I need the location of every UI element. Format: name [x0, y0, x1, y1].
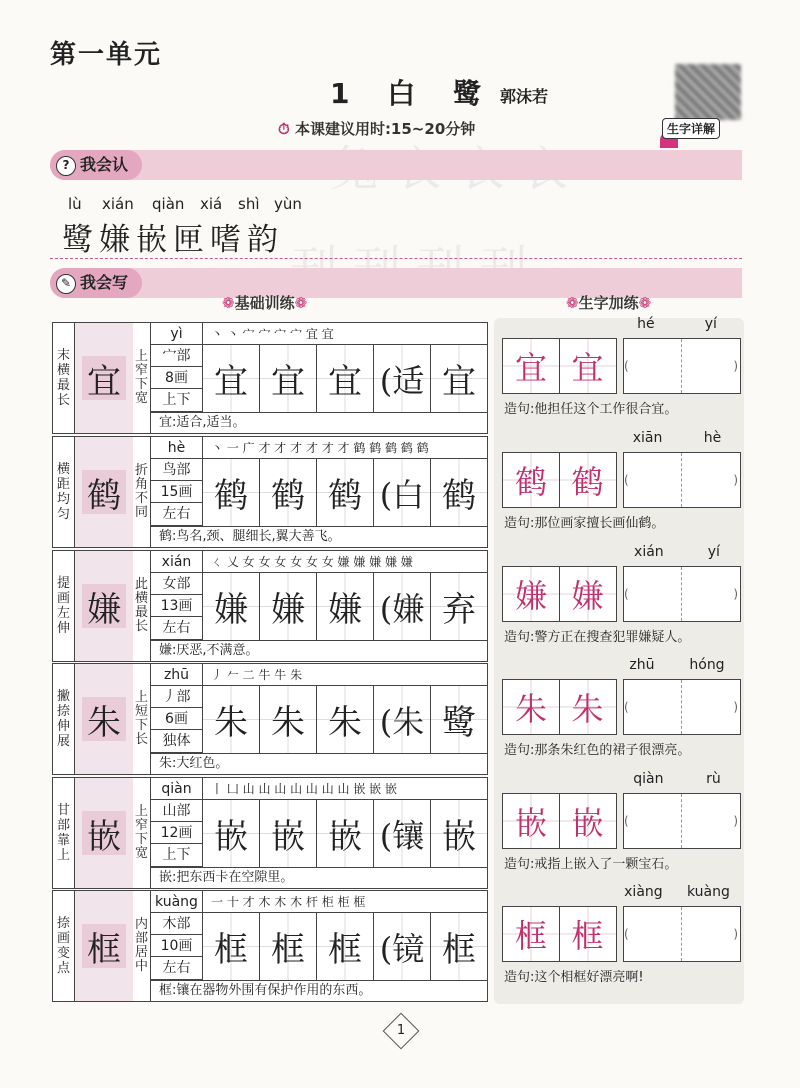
divider [50, 258, 742, 259]
character-info [151, 323, 203, 412]
answer-cell[interactable]: ( [624, 567, 682, 621]
pinyin: xiān [632, 430, 663, 446]
practice-cell[interactable]: 嫌 [559, 566, 617, 622]
pencil-icon: ✎ [56, 274, 76, 294]
answer-cell[interactable]: ( [624, 680, 682, 734]
copy-cell[interactable]: 嫌 [260, 573, 317, 640]
pinyin: yí [704, 316, 717, 332]
practice-cell[interactable]: 宜 [559, 338, 617, 394]
practice-cell[interactable]: 框 [502, 906, 560, 962]
author: 郭沫若 [500, 87, 549, 106]
word-cell[interactable]: (白 [374, 459, 431, 526]
time-label: 本课建议用时:15~20分钟 [294, 120, 476, 138]
model-character-glyph: 嫌 [82, 584, 126, 628]
heading-label: 基础训练 [234, 294, 295, 312]
pinyin: rù [706, 771, 721, 787]
pinyin: hé [637, 316, 655, 332]
character-layout: 上下 [151, 389, 202, 412]
copy-grid [203, 459, 487, 526]
pinyin: hóng [689, 657, 725, 673]
practice-pinyin [612, 884, 742, 900]
answer-cells[interactable] [623, 338, 741, 394]
answer-cell[interactable]: ) [733, 814, 738, 828]
practice-pinyin [612, 430, 742, 446]
copy-cell[interactable]: 鹤 [317, 459, 374, 526]
character-meaning: 宜:适合,适当。 [151, 412, 487, 433]
character-meaning: 鹤:鸟名,颈、腿细长,翼大善飞。 [151, 526, 487, 547]
page-number [383, 1013, 420, 1050]
character-layout: 左右 [151, 617, 202, 640]
section-recognize [50, 150, 142, 180]
practice-cell[interactable]: 朱 [502, 679, 560, 735]
copy-cell[interactable]: 鹤 [260, 459, 317, 526]
character-pinyin: yì [151, 323, 202, 345]
character-radical: 宀部 [151, 345, 202, 367]
practice-cells [502, 906, 741, 962]
practice-block [502, 884, 742, 996]
structure-tip: 内部居中 [133, 891, 151, 1001]
word-cell[interactable]: 宜 [431, 345, 487, 412]
copy-cell[interactable]: 嵌 [260, 800, 317, 867]
section-write [50, 268, 142, 298]
character-pinyin: qiàn [151, 778, 202, 800]
character-pinyin: xián [151, 551, 202, 573]
model-character-glyph: 嵌 [82, 811, 126, 855]
character-layout: 独体 [151, 730, 202, 753]
answer-cell[interactable]: ( [624, 453, 682, 507]
model-character-glyph: 朱 [82, 697, 126, 741]
character-entry [52, 890, 488, 1002]
copy-grid [203, 800, 487, 867]
practice-block [502, 316, 742, 428]
word-cell[interactable]: 嵌 [431, 800, 487, 867]
answer-cell[interactable]: ) [733, 927, 738, 941]
character-entry [52, 663, 488, 775]
character-info [151, 664, 203, 753]
model-character-glyph: 框 [82, 924, 126, 968]
pinyin: lù [68, 195, 82, 213]
section-bar [50, 150, 742, 180]
character-pinyin: hè [151, 437, 202, 459]
word-cell[interactable]: (朱 [374, 686, 431, 753]
answer-cell[interactable]: ) [733, 473, 738, 487]
character-entry [52, 777, 488, 889]
practice-cell[interactable]: 鹤 [559, 452, 617, 508]
copy-grid [203, 345, 487, 412]
example-sentence: 造句:那位画家擅长画仙鹤。 [504, 516, 665, 531]
practice-cell[interactable]: 嵌 [559, 793, 617, 849]
example-sentence: 造句:戒指上嵌入了一颗宝石。 [504, 857, 678, 872]
structure-tip: 上窄下宽 [133, 778, 151, 888]
practice-pinyin [612, 316, 742, 332]
example-sentence: 造句:警方正在搜查犯罪嫌疑人。 [504, 630, 691, 645]
clock-icon: ⏱ [278, 120, 290, 138]
character-entry [52, 550, 488, 662]
character-layout: 左右 [151, 503, 202, 526]
writing-tip: 横距均匀 [53, 437, 75, 547]
practice-cell[interactable]: 框 [559, 906, 617, 962]
word-cell[interactable]: 弃 [431, 573, 487, 640]
pinyin: zhū [629, 657, 655, 673]
recognize-characters: 鹭嫌嵌匣嗜韵 [62, 222, 284, 258]
copy-grid [203, 913, 487, 980]
time-suggestion [278, 118, 475, 139]
practice-pinyin [612, 771, 742, 787]
qr-code[interactable] [675, 64, 741, 120]
copy-cell[interactable]: 框 [203, 913, 260, 980]
copy-cell[interactable]: 朱 [203, 686, 260, 753]
stroke-count: 10画 [151, 935, 202, 957]
answer-cell[interactable]: ) [733, 359, 738, 373]
writing-tip: 甘部靠上 [53, 778, 75, 888]
character-meaning: 嫌:厌恶,不满意。 [151, 640, 487, 661]
pinyin: yí [707, 544, 720, 560]
character-entry [52, 322, 488, 434]
stroke-order: 丨 凵 山 山 山 山 山 山 山 嵌 嵌 嵌 [203, 778, 487, 800]
stroke-count: 13画 [151, 595, 202, 617]
stroke-order: 一 十 才 木 木 木 杆 柜 柜 框 [203, 891, 487, 913]
practice-block [502, 544, 742, 656]
character-radical: 木部 [151, 913, 202, 935]
stroke-count: 8画 [151, 367, 202, 389]
practice-heading: ❁生字加练❁ [566, 294, 652, 312]
character-info [151, 551, 203, 640]
character-info [151, 891, 203, 980]
pinyin: qiàn [152, 195, 185, 213]
page-number-label: 1 [396, 1023, 406, 1038]
answer-cells[interactable] [623, 793, 741, 849]
pinyin: hè [703, 430, 722, 446]
model-character-glyph: 鹤 [82, 470, 126, 514]
writing-tip: 捺画变点 [53, 891, 75, 1001]
unit-title: 第一单元 [50, 40, 163, 70]
pinyin: shì [238, 195, 260, 213]
copy-cell[interactable]: 鹤 [203, 459, 260, 526]
character-entry [52, 436, 488, 548]
stroke-order: ㄑ 乂 女 女 女 女 女 女 嫌 嫌 嫌 嫌 嫌 [203, 551, 487, 573]
stroke-order: 丶 丶 宀 宀 宀 宀 宜 宜 [203, 323, 487, 345]
stroke-order: 丿 𠂉 二 牛 牛 朱 [203, 664, 487, 686]
practice-block [502, 430, 742, 542]
word-cell[interactable]: (嫌 [374, 573, 431, 640]
character-meaning: 嵌:把东西卡在空隙里。 [151, 867, 487, 888]
magnifier-icon: ? [56, 156, 76, 176]
structure-tip: 折角不同 [133, 437, 151, 547]
structure-tip: 上窄下宽 [133, 323, 151, 433]
character-radical: 丿部 [151, 686, 202, 708]
lesson-title: 1 白 鹭 [330, 77, 495, 110]
detail-button[interactable]: 生字详解 [662, 118, 720, 139]
pinyin: xiá [200, 195, 223, 213]
answer-cells[interactable] [623, 906, 741, 962]
model-character [75, 551, 133, 661]
copy-cell[interactable]: 宜 [317, 345, 374, 412]
practice-cells [502, 679, 741, 735]
stroke-order: 丶 一 广 才 才 才 才 才 才 鹤 鹤 鹤 鹤 鹤 [203, 437, 487, 459]
copy-cell[interactable]: 宜 [203, 345, 260, 412]
model-character [75, 437, 133, 547]
answer-cells[interactable] [623, 566, 741, 622]
practice-cell[interactable]: 嫌 [502, 566, 560, 622]
word-cell[interactable]: (镶 [374, 800, 431, 867]
answer-cell[interactable]: ) [733, 700, 738, 714]
word-cell[interactable]: 鹭 [431, 686, 487, 753]
model-character [75, 323, 133, 433]
example-sentence: 造句:那条朱红色的裙子很漂亮。 [504, 743, 691, 758]
structure-tip: 此横最长 [133, 551, 151, 661]
practice-pinyin [612, 544, 742, 560]
word-cell[interactable]: (适 [374, 345, 431, 412]
structure-tip: 上短下长 [133, 664, 151, 774]
word-cell[interactable]: (镜 [374, 913, 431, 980]
copy-cell[interactable]: 宜 [260, 345, 317, 412]
copy-grid [203, 686, 487, 753]
copy-cell[interactable]: 嫌 [317, 573, 374, 640]
copy-cell[interactable]: 朱 [260, 686, 317, 753]
character-layout: 左右 [151, 957, 202, 980]
model-character [75, 664, 133, 774]
practice-cells [502, 566, 741, 622]
stroke-count: 15画 [151, 481, 202, 503]
character-layout: 上下 [151, 844, 202, 867]
character-info [151, 778, 203, 867]
character-info [151, 437, 203, 526]
pinyin: yùn [274, 195, 302, 213]
writing-tip: 撇捺伸展 [53, 664, 75, 774]
copy-cell[interactable]: 框 [260, 913, 317, 980]
copy-cell[interactable]: 嫌 [203, 573, 260, 640]
word-cell[interactable]: 框 [431, 913, 487, 980]
answer-cell[interactable]: ( [624, 907, 682, 961]
character-radical: 女部 [151, 573, 202, 595]
pinyin: xián [102, 195, 134, 213]
writing-tip: 提画左伸 [53, 551, 75, 661]
practice-cell[interactable]: 嵌 [502, 793, 560, 849]
practice-cell[interactable]: 鹤 [502, 452, 560, 508]
section-label: 我会认 [80, 155, 129, 174]
practice-cells [502, 793, 741, 849]
model-character [75, 891, 133, 1001]
practice-cells [502, 452, 741, 508]
section-label: 我会写 [80, 273, 129, 292]
copy-cell[interactable]: 朱 [317, 686, 374, 753]
character-meaning: 朱:大红色。 [151, 753, 487, 774]
stroke-count: 12画 [151, 822, 202, 844]
answer-cell[interactable]: ( [624, 339, 682, 393]
practice-pinyin [612, 657, 742, 673]
basic-training-heading: ❁基础训练❁ [222, 294, 308, 312]
copy-cell[interactable]: 框 [317, 913, 374, 980]
practice-cell[interactable]: 宜 [502, 338, 560, 394]
copy-cell[interactable]: 嵌 [203, 800, 260, 867]
answer-cell[interactable]: ( [624, 794, 682, 848]
character-radical: 山部 [151, 800, 202, 822]
example-sentence: 造句:他担任这个工作很合宜。 [504, 402, 678, 417]
word-cell[interactable]: 鹤 [431, 459, 487, 526]
heading-label: 生字加练 [578, 294, 639, 312]
copy-cell[interactable]: 嵌 [317, 800, 374, 867]
model-character [75, 778, 133, 888]
character-pinyin: zhū [151, 664, 202, 686]
pinyin: kuàng [686, 884, 730, 900]
pinyin: qiàn [633, 771, 664, 787]
pinyin: xiàng [624, 884, 663, 900]
pinyin: xián [634, 544, 664, 560]
answer-cells[interactable] [623, 679, 741, 735]
practice-block [502, 771, 742, 883]
character-radical: 鸟部 [151, 459, 202, 481]
model-character-glyph: 宜 [82, 356, 126, 400]
character-meaning: 框:镶在器物外围有保护作用的东西。 [151, 980, 487, 1001]
stroke-count: 6画 [151, 708, 202, 730]
practice-cells [502, 338, 741, 394]
practice-block [502, 657, 742, 769]
character-pinyin: kuàng [151, 891, 202, 913]
copy-grid [203, 573, 487, 640]
answer-cell[interactable]: ) [733, 587, 738, 601]
practice-cell[interactable]: 朱 [559, 679, 617, 735]
example-sentence: 造句:这个相框好漂亮啊! [504, 970, 644, 985]
writing-tip: 末横最长 [53, 323, 75, 433]
answer-cells[interactable] [623, 452, 741, 508]
